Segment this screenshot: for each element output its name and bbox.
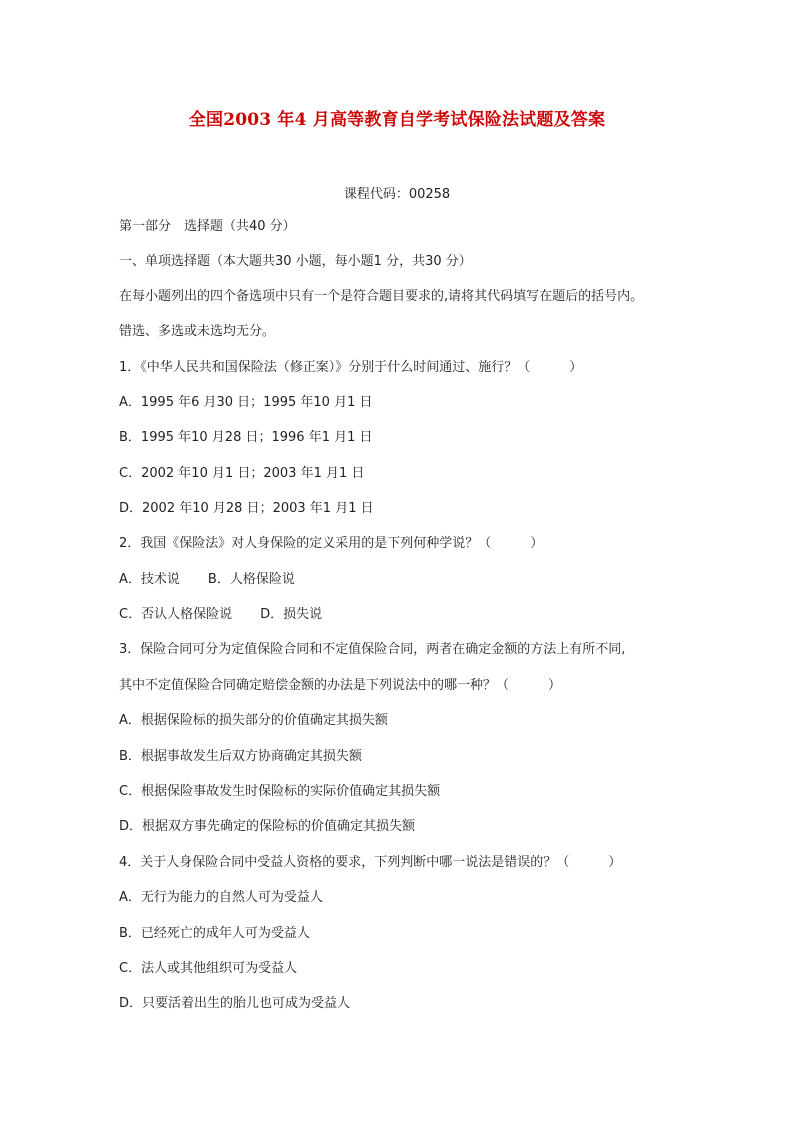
question-1-option-b: B．1995 年10 月28 日；1996 年1 月1 日 bbox=[119, 430, 373, 445]
question-2-option-d: D．损失说 bbox=[260, 607, 323, 622]
question-2-options-cd bbox=[119, 606, 322, 624]
question-3-option-d: D．根据双方事先确定的保险标的价值确定其损失额 bbox=[119, 819, 416, 834]
instruction-line-2: 错选、多选或未选均无分。 bbox=[119, 324, 276, 339]
question-4-option-b: B．已经死亡的成年人可为受益人 bbox=[119, 926, 310, 941]
question-2-stem: 2．我国《保险法》对人身保险的定义采用的是下列何种学说？（ ） bbox=[119, 536, 544, 551]
question-3-option-a: A．根据保险标的损失部分的价值确定其损失额 bbox=[119, 713, 388, 728]
question-4-option-a: A．无行为能力的自然人可为受益人 bbox=[119, 890, 323, 905]
question-2-option-a: A．技术说 bbox=[119, 572, 180, 587]
part-heading: 第一部分 选择题（共40 分） bbox=[119, 219, 296, 234]
question-4-option-d: D．只要活着出生的胎儿也可成为受益人 bbox=[119, 996, 351, 1011]
question-3-stem-line-1: 3．保险合同可分为定值保险合同和不定值保险合同，两者在确定金额的方法上有所不同, bbox=[119, 642, 626, 657]
question-1-option-a: A．1995 年6 月30 日；1995 年10 月1 日 bbox=[119, 395, 373, 410]
course-code: 课程代码：00258 bbox=[343, 187, 451, 202]
question-4-stem: 4．关于人身保险合同中受益人资格的要求，下列判断中哪一说法是错误的？（ ） bbox=[119, 855, 622, 870]
question-4-option-c: C．法人或其他组织可为受益人 bbox=[119, 961, 298, 976]
question-2-option-c: C．否认人格保险说 bbox=[119, 607, 233, 622]
question-1-option-d: D．2002 年10 月28 日；2003 年1 月1 日 bbox=[119, 501, 374, 516]
question-1-stem: 1．《中华人民共和国保险法（修正案）》分别于什么时间通过、施行？（ ） bbox=[119, 360, 583, 375]
question-3-option-b: B．根据事故发生后双方协商确定其损失额 bbox=[119, 749, 362, 764]
question-3-option-c: C．根据保险事故发生时保险标的实际价值确定其损失额 bbox=[119, 784, 441, 799]
section-heading: 一、单项选择题（本大题共30 小题，每小题1 分，共30 分） bbox=[119, 254, 472, 269]
question-2-options-ab bbox=[119, 571, 295, 589]
question-1-option-c: C．2002 年10 月1 日；2003 年1 月1 日 bbox=[119, 466, 365, 481]
instruction-line-1: 在每小题列出的四个备选项中只有一个是符合题目要求的,请将其代码填写在题后的括号内。 bbox=[119, 289, 644, 304]
question-2-option-b: B．人格保险说 bbox=[207, 572, 295, 587]
document-title: 全国2003 年4 月高等教育自学考试保险法试题及答案 bbox=[188, 110, 606, 130]
question-3-stem-line-2: 其中不定值保险合同确定赔偿金额的办法是下列说法中的哪一种？（ ） bbox=[119, 678, 562, 693]
